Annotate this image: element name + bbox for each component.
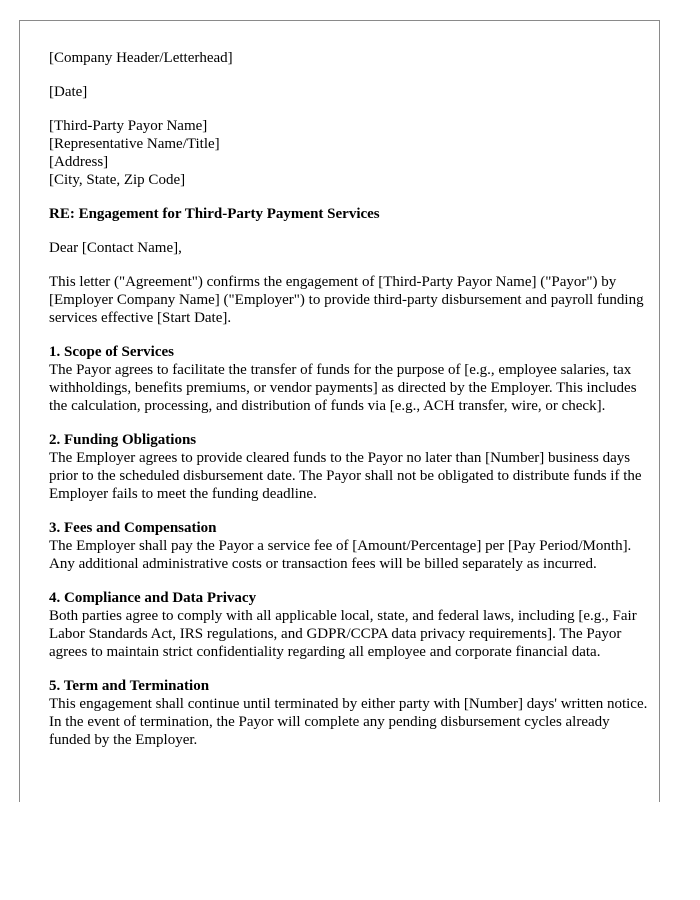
recipient-address-block — [49, 117, 649, 189]
section-funding-obligations — [49, 431, 649, 503]
section-body: This engagement shall continue until terminated by either party with [Number] days' written notice. In the event of termination, the Payor will complete any pending disbursement cycles already funded by the Employer. — [49, 696, 648, 748]
section-heading: 2. Funding Obligations — [49, 432, 197, 448]
section-body: The Employer shall pay the Payor a service fee of [Amount/Percentage] per [Pay Period/Month]. Any additional administrative costs or transaction fees will be billed separately as incurred. — [49, 538, 632, 572]
section-body: The Employer agrees to provide cleared funds to the Payor no later than [Number] business days prior to the scheduled disbursement date. The Payor shall not be obligated to distribute funds if the Employer fails to meet the funding deadline. — [49, 450, 642, 502]
section-heading: 4. Compliance and Data Privacy — [49, 590, 257, 606]
section-body: The Payor agrees to facilitate the transfer of funds for the purpose of [e.g., employee salaries, tax withholdings, benefits premiums, or vendor payments] as directed by the Employer. This includes the calculation, processing, and distribution of funds via [e.g., ACH transfer, wire, or check]. — [49, 362, 637, 414]
section-scope-of-services — [49, 343, 649, 415]
letter-content — [49, 49, 649, 765]
letterhead: [Company Header/Letterhead] — [49, 50, 233, 66]
intro-paragraph: This letter ("Agreement") confirms the engagement of [Third-Party Payor Name] ("Payor") by [Employer Company Name] ("Employer") to provide third-party disbursement and payroll funding services effective [Start Date]. — [49, 274, 644, 326]
section-term-and-termination — [49, 677, 649, 749]
letter-page — [19, 20, 660, 802]
recipient-representative: [Representative Name/Title] — [49, 136, 220, 152]
section-heading: 3. Fees and Compensation — [49, 520, 217, 536]
salutation: Dear [Contact Name], — [49, 240, 182, 256]
section-heading: 5. Term and Termination — [49, 678, 210, 694]
section-fees-and-compensation — [49, 519, 649, 573]
recipient-address: [Address] — [49, 154, 109, 170]
letter-date: [Date] — [49, 84, 88, 100]
recipient-name: [Third-Party Payor Name] — [49, 118, 208, 134]
section-compliance-and-data-privacy — [49, 589, 649, 661]
section-heading: 1. Scope of Services — [49, 344, 174, 360]
section-body: Both parties agree to comply with all applicable local, state, and federal laws, including [e.g., Fair Labor Standards Act, IRS regulations, and GDPR/CCPA data privacy requirements]. The Payor agrees to maintain strict confidentiality regarding all employee and corporate financial data. — [49, 608, 637, 660]
subject-line: RE: Engagement for Third-Party Payment Services — [49, 206, 380, 222]
recipient-city-state-zip: [City, State, Zip Code] — [49, 172, 186, 188]
